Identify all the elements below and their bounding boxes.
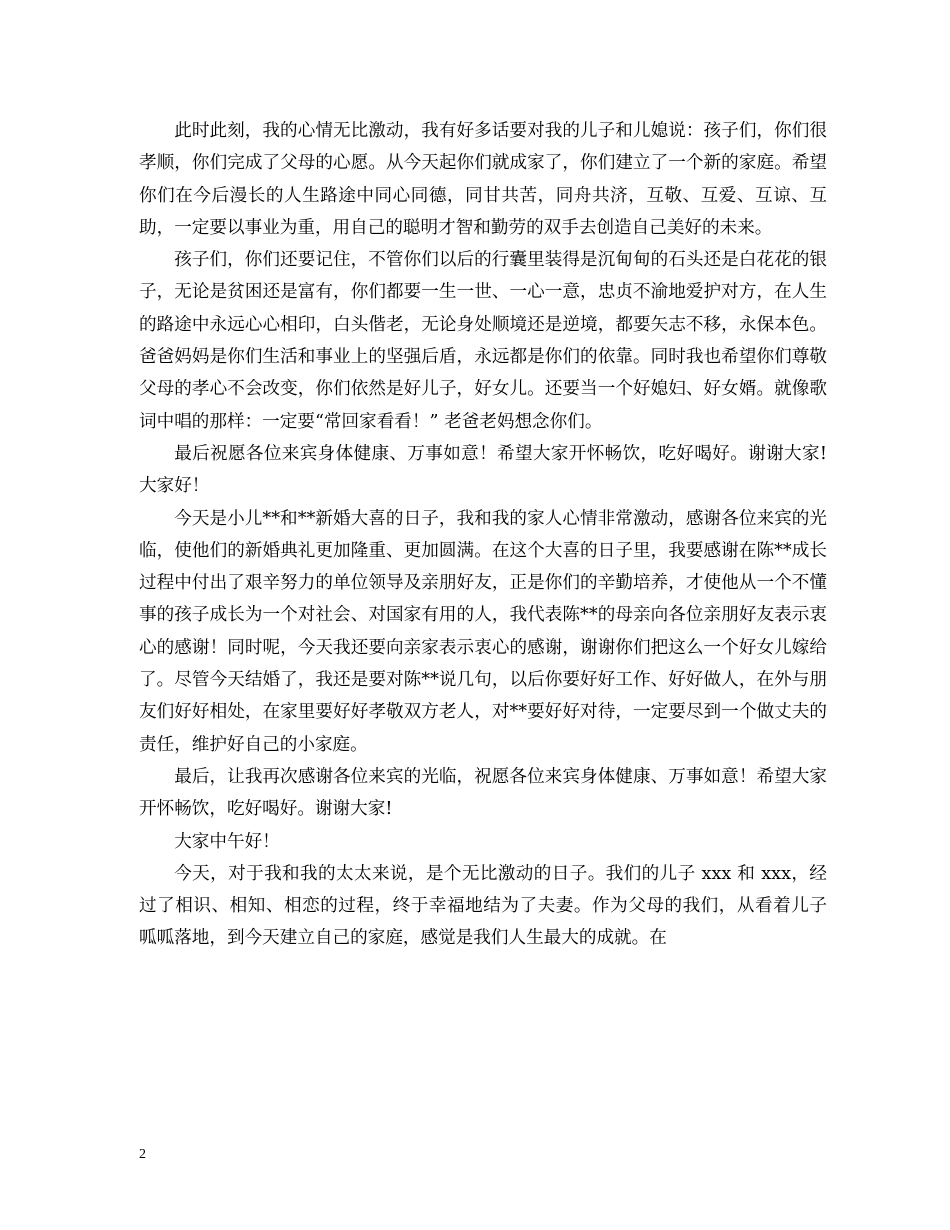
page-number: 2: [139, 1147, 146, 1162]
paragraph-closing-blessing: 最后祝愿各位来宾身体健康、万事如意！希望大家开怀畅饮，吃好喝好。谢谢大家!大家好！: [139, 443, 827, 497]
paragraph-final-thanks: 最后，让我再次感谢各位来宾的光临，祝愿各位来宾身体健康、万事如意！希望大家开怀畅饮，吃好喝好。谢谢大家!: [139, 766, 827, 820]
paragraph-speech-opening: 今天，对于我和我的太太来说，是个无比激动的日子。我们的儿子 xxx 和 xxx，经过了相识、相知、相恋的过程，终于幸福地结为了夫妻。作为父母的我们，从看着儿子 呱呱落地，到今天建立自己的家庭，感觉是我们人生最大的成就。在: [139, 863, 827, 949]
paragraph-children-advice: 孩子们，你们还要记住，不管你们以后的行囊里装得是沉甸甸的石头还是白花花的银子，无论是贫困还是富有，你们都要一生一世、一心一意，忠贞不渝地爱护对方，在人生的路途中永远心心相印，白头偕老，无论身处顺境还是逆境，都要矢志不移，永保本色。爸爸妈妈是你们生活和事业上的坚强后盾，永远都是你们的依靠。同时我也希望你们尊敬父母的孝心不会改变，你们依然是好儿子，好女儿。还要当一个好媳妇、好女婿。就像歌词中唱的那样：一定要“常回家看看！” 老爸老妈想念你们。: [139, 250, 827, 432]
paragraph-parents-wishes: 此时此刻，我的心情无比激动，我有好多话要对我的儿子和儿媳说：孩子们，你们很孝顺，你们完成了父母的心愿。从今天起你们就成家了，你们建立了一个新的家庭。希望你们在今后漫长的人生路途中同心同德，同甘共苦，同舟共济，互敬、互爱、互谅、互助，一定要以事业为重，用自己的聪明才智和勤劳的双手去创造自己美好的未来。: [139, 121, 827, 238]
paragraph-greeting: 大家中午好！: [174, 831, 280, 852]
paragraph-wedding-thanks: 今天是小儿**和**新婚大喜的日子，我和我的家人心情非常激动，感谢各位来宾的光临，使他们的新婚典礼更加隆重、更加圆满。在这个大喜的日子里，我要感谢在陈**成长过程中付出了艰辛努力的单位领导及亲朋好友，正是你们的辛勤培养，才使他从一个不懂事的孩子成长为一个对社会、对国家有用的人，我代表陈**的母亲向各位亲朋好友表示衷心的感谢！同时呢，今天我还要向亲家表示衷心的感谢，谢谢你们把这么一个好女儿嫁给了。尽管今天结婚了，我还是要对陈**说几句，以后你要好好工作、好好做人，在外与朋友们好好相处，在家里要好好孝敬双方老人，对**要好好对待，一定要尽到一个做丈夫的责任，维护好自己的小家庭。: [139, 508, 827, 755]
document-body: [139, 115, 827, 955]
